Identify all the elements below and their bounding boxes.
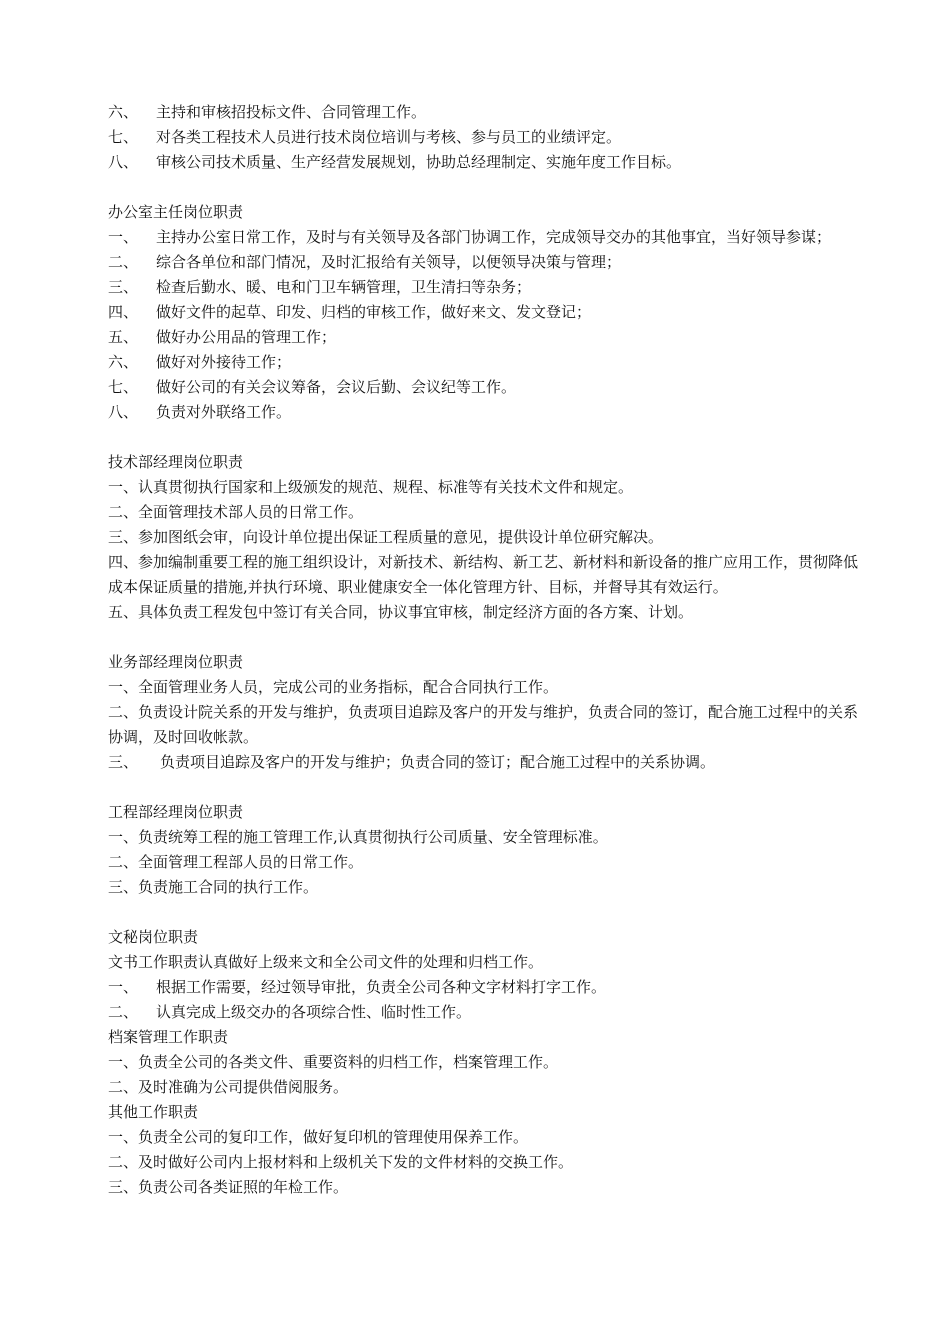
- paragraph: 二、全面管理工程部人员的日常工作。: [108, 853, 364, 871]
- section-title: 工程部经理岗位职责: [108, 803, 244, 821]
- paragraph: 文书工作职责认真做好上级来文和全公司文件的处理和归档工作。: [108, 953, 544, 971]
- engineering-section: [108, 800, 868, 900]
- paragraph: 一、负责全公司的各类文件、重要资料的归档工作，档案管理工作。: [108, 1053, 559, 1071]
- item-text: 根据工作需要，经过领导审批，负责全公司各种文字材料打字工作。: [156, 978, 607, 996]
- item-number: 六、: [108, 353, 139, 371]
- item-text: 主持和审核招投标文件、合同管理工作。: [156, 103, 427, 121]
- item-text: 负责对外联络工作。: [156, 403, 292, 421]
- paragraph: 一、负责全公司的复印工作，做好复印机的管理使用保养工作。: [108, 1128, 529, 1146]
- paragraph: 三、参加图纸会审，向设计单位提出保证工程质量的意见，提供设计单位研究解决。: [108, 528, 664, 546]
- list-item: [108, 275, 868, 300]
- item-text: 做好文件的起草、印发、归档的审核工作，做好来文、发文登记；: [156, 303, 592, 321]
- item-number: 七、: [108, 128, 139, 146]
- item-text: 综合各单位和部门情况，及时汇报给有关领导，以便领导决策与管理；: [156, 253, 622, 271]
- item-text: 负责项目追踪及客户的开发与维护；负责合同的签订；配合施工过程中的关系协调。: [160, 753, 716, 771]
- item-text: 审核公司技术质量、生产经营发展规划，协助总经理制定、实施年度工作目标。: [156, 153, 682, 171]
- subsection-title: 档案管理工作职责: [108, 1028, 229, 1046]
- list-item: [108, 250, 868, 275]
- list-item: [108, 375, 868, 400]
- list-item: [108, 750, 868, 775]
- list-item: [108, 325, 868, 350]
- paragraph: 一、全面管理业务人员，完成公司的业务指标，配合合同执行工作。: [108, 678, 559, 696]
- item-text: 认真完成上级交办的各项综合性、临时性工作。: [156, 1003, 472, 1021]
- item-number: 五、: [108, 328, 139, 346]
- paragraph: 一、负责统筹工程的施工管理工作,认真贯彻执行公司质量、安全管理标准。: [108, 828, 608, 846]
- list-item: [108, 125, 868, 150]
- item-text: 主持办公室日常工作，及时与有关领导及各部门协调工作，完成领导交办的其他事宜，当好领导参谋；: [156, 228, 832, 246]
- business-section: [108, 650, 868, 775]
- item-text: 做好公司的有关会议筹备，会议后勤、会议纪等工作。: [156, 378, 517, 396]
- item-number: 一、: [108, 228, 139, 246]
- item-number: 八、: [108, 153, 139, 171]
- item-text: 做好办公用品的管理工作；: [156, 328, 337, 346]
- section-title: 办公室主任岗位职责: [108, 203, 244, 221]
- paragraph: 二、及时做好公司内上报材料和上级机关下发的文件材料的交换工作。: [108, 1153, 574, 1171]
- section-title: 业务部经理岗位职责: [108, 653, 244, 671]
- list-item: [108, 150, 868, 175]
- item-number: 三、: [108, 753, 139, 771]
- document-page: [108, 100, 868, 1200]
- item-number: 七、: [108, 378, 139, 396]
- section-title: 文秘岗位职责: [108, 928, 199, 946]
- paragraph: 一、认真贯彻执行国家和上级颁发的规范、规程、标准等有关技术文件和规定。: [108, 478, 634, 496]
- item-number: 六、: [108, 103, 139, 121]
- subsection-title: 其他工作职责: [108, 1103, 199, 1121]
- item-text: 检查后勤水、暖、电和门卫车辆管理，卫生清扫等杂务；: [156, 278, 532, 296]
- list-item: [108, 225, 868, 250]
- item-number: 八、: [108, 403, 139, 421]
- tech-section: [108, 450, 868, 625]
- item-text: 做好对外接待工作；: [156, 353, 292, 371]
- list-item: [108, 100, 868, 125]
- list-item: [108, 1000, 868, 1025]
- paragraph: 二、负责设计院关系的开发与维护，负责项目追踪及客户的开发与维护，负责合同的签订，配合施工过程中的关系协调，及时回收帐款。: [108, 703, 859, 746]
- item-number: 四、: [108, 303, 139, 321]
- paragraph: 三、负责公司各类证照的年检工作。: [108, 1178, 349, 1196]
- top-list: [108, 100, 868, 175]
- paragraph: 四、参加编制重要工程的施工组织设计，对新技术、新结构、新工艺、新材料和新设备的推广应用工作，贯彻降低成本保证质量的措施,并执行环境、职业健康安全一体化管理方针、目标，并督导其有效运行。: [108, 553, 859, 596]
- office-section: [108, 200, 868, 425]
- item-text: 对各类工程技术人员进行技术岗位培训与考核、参与员工的业绩评定。: [156, 128, 622, 146]
- paragraph: 二、全面管理技术部人员的日常工作。: [108, 503, 364, 521]
- paragraph: 二、及时准确为公司提供借阅服务。: [108, 1078, 349, 1096]
- list-item: [108, 400, 868, 425]
- secretary-section: [108, 925, 868, 1200]
- list-item: [108, 350, 868, 375]
- list-item: [108, 300, 868, 325]
- item-number: 三、: [108, 278, 139, 296]
- section-title: 技术部经理岗位职责: [108, 453, 244, 471]
- paragraph: 三、负责施工合同的执行工作。: [108, 878, 319, 896]
- list-item: [108, 975, 868, 1000]
- item-number: 一、: [108, 978, 139, 996]
- paragraph: 五、具体负责工程发包中签订有关合同，协议事宜审核，制定经济方面的各方案、计划。: [108, 603, 694, 621]
- item-number: 二、: [108, 1003, 139, 1021]
- item-number: 二、: [108, 253, 139, 271]
